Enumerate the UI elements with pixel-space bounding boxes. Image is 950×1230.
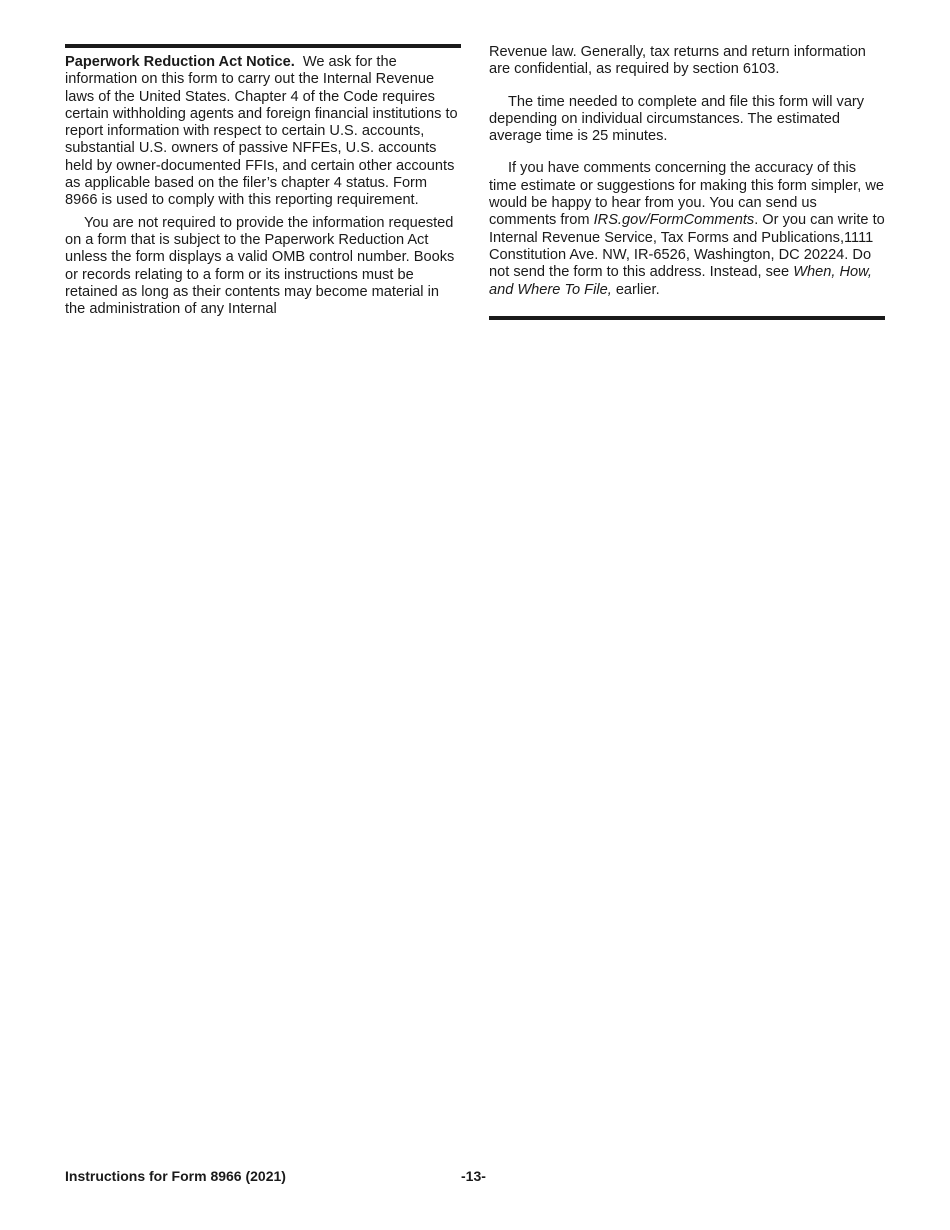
omb-paragraph: You are not required to provide the information requested on a form that is subject to the Paperwork Reduction Act unless the form displays a valid OMB control number. Books or records relating to a form or its instructions must be retained as long as their contents may become material in the administration of any Internal (65, 214, 455, 318)
comments-text-end: earlier. (611, 281, 660, 298)
confidentiality-paragraph: Revenue law. Generally, tax returns and return information are confidential, as required by section 6103. (489, 44, 866, 78)
footer-page-number: -13- (461, 1168, 486, 1184)
footer-form-title: Instructions for Form 8966 (2021) (65, 1168, 286, 1184)
paperwork-notice-heading: Paperwork Reduction Act Notice. (65, 54, 295, 70)
right-column (489, 44, 885, 320)
time-estimate-paragraph: The time needed to complete and file this form will vary depending on individual circumstances. The estimated average time is 25 minutes. (489, 93, 865, 145)
comments-text-start: If you have comments concerning the accuracy of this time estimate or suggestions for making this form simpler, we would be happy to hear from you. You can send us comments from (489, 160, 884, 229)
left-column (65, 44, 461, 318)
top-rule-left (65, 44, 461, 48)
paperwork-notice-paragraph (65, 54, 461, 210)
form-comments-link[interactable]: IRS.gov/FormComments (593, 212, 755, 229)
comments-paragraph (489, 160, 885, 298)
comments-text-middle: . Or you can write to Internal Revenue Service, Tax Forms and Publications,1111 Constitution Ave. NW, IR-6526, Washington, DC 20224. Do not send the form to this address. Instead, see (489, 212, 885, 281)
bottom-rule-right (489, 316, 885, 320)
paperwork-notice-text: We ask for the information on this form to carry out the Internal Revenue laws of the United States. Chapter 4 of the Code requires certain withholding agents and foreign financial institutions to report information with respect to certain U.S. accounts, substantial U.S. owners of passive NFFEs, U.S. accounts held by owner-documented FFIs, and certain other accounts as applicable based on the filer’s chapter 4 status. Form 8966 is used to comply with this reporting requirement. (65, 54, 458, 209)
when-how-where-reference: When, How, and Where To File, (489, 264, 872, 298)
